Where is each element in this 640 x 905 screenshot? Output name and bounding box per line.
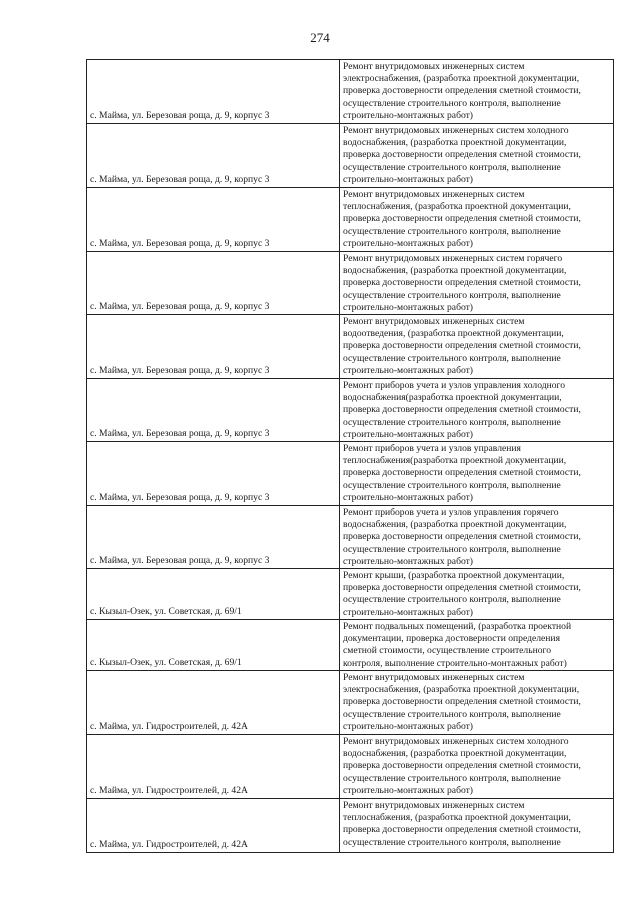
- address-cell: с. Майма, ул. Березовая роща, д. 9, корпус 3: [87, 252, 340, 315]
- address-cell: с. Майма, ул. Березовая роща, д. 9, корпус 3: [87, 315, 340, 379]
- work-description-line: осуществление строительного контроля, выполнение: [343, 772, 561, 784]
- work-description-line: водоснабжения, (разработка проектной документации,: [343, 137, 567, 149]
- table-row: [87, 569, 614, 620]
- address-cell: с. Майма, ул. Березовая роща, д. 9, корпус 3: [87, 60, 340, 124]
- work-description-cell: [340, 506, 614, 569]
- address-cell: с. Майма, ул. Березовая роща, д. 9, корпус 3: [87, 506, 340, 569]
- work-description-line: проверка достоверности определения сметной стоимости,: [343, 467, 581, 479]
- work-description-line: водоснабжения, (разработка проектной документации,: [343, 748, 567, 760]
- work-description-line: контроля, выполнение строительно-монтажных работ): [343, 657, 567, 669]
- work-description-cell: [340, 379, 614, 442]
- work-description-line: проверка достоверности определения сметной стоимости,: [343, 824, 581, 836]
- work-description-line: Ремонт внутридомовых инженерных систем: [343, 672, 525, 684]
- work-description-line: электроснабжения, (разработка проектной документации,: [343, 684, 580, 696]
- address-cell: с. Майма, ул. Березовая роща, д. 9, корпус 3: [87, 379, 340, 442]
- table-row: [87, 799, 614, 853]
- work-description-cell: [340, 442, 614, 506]
- address-cell: с. Майма, ул. Березовая роща, д. 9, корпус 3: [87, 188, 340, 252]
- work-description-line: Ремонт внутридомовых инженерных систем горячего: [343, 253, 563, 264]
- work-description-line: Ремонт внутридомовых инженерных систем: [343, 189, 525, 200]
- table-row: [87, 188, 614, 252]
- work-description-line: осуществление строительного контроля, выполнение: [343, 289, 561, 301]
- work-description-cell: [340, 188, 614, 252]
- work-description-cell: [340, 799, 614, 853]
- work-description-line: Ремонт приборов учета и узлов управления горячего: [343, 507, 559, 519]
- work-description-cell: [340, 671, 614, 735]
- work-description-cell: [340, 252, 614, 315]
- work-description-line: строительно-монтажных работ): [343, 173, 474, 185]
- work-description-line: Ремонт внутридомовых инженерных систем холодного: [343, 736, 569, 748]
- work-description-cell: [340, 315, 614, 379]
- work-description-line: Ремонт внутридомовых инженерных систем: [343, 316, 525, 328]
- work-description-line: водоотведения, (разработка проектной документации,: [343, 328, 564, 340]
- work-description-line: теплоснабжения(разработка проектной документации,: [343, 455, 567, 467]
- work-description-line: проверка достоверности определения сметной стоимости,: [343, 277, 581, 289]
- work-description-line: осуществление строительного контроля, выполнение: [343, 479, 561, 491]
- work-description-line: строительно-монтажных работ): [343, 784, 474, 796]
- work-description-line: Ремонт подвальных помещений, (разработка проектной: [343, 621, 572, 633]
- table-row: [87, 315, 614, 379]
- work-description-cell: [340, 124, 614, 188]
- work-description-line: осуществление строительного контроля, выполнение: [343, 836, 561, 848]
- address-cell: с. Майма, ул. Березовая роща, д. 9, корпус 3: [87, 124, 340, 188]
- work-description-line: водоснабжения, (разработка проектной документации,: [343, 519, 567, 531]
- work-description-line: Ремонт приборов учета и узлов управления: [343, 443, 521, 455]
- work-description-line: строительно-монтажных работ): [343, 237, 474, 249]
- work-description-line: строительно-монтажных работ): [343, 555, 474, 567]
- address-cell: с. Майма, ул. Гидростроителей, д. 42А: [87, 671, 340, 735]
- work-description-line: электроснабжения, (разработка проектной документации,: [343, 73, 580, 85]
- work-description-line: осуществление строительного контроля, выполнение: [343, 225, 561, 237]
- work-description-line: Ремонт внутридомовых инженерных систем: [343, 800, 525, 812]
- table-row: [87, 735, 614, 799]
- work-description-line: проверка достоверности определения сметной стоимости,: [343, 404, 581, 416]
- work-description-line: водоснабжения(разработка проектной документации,: [343, 392, 562, 404]
- work-description-line: строительно-монтажных работ): [343, 720, 474, 732]
- work-description-line: водоснабжения, (разработка проектной документации,: [343, 265, 567, 277]
- work-description-line: теплоснабжения, (разработка проектной документации,: [343, 201, 571, 213]
- work-description-line: проверка достоверности определения сметной стоимости,: [343, 213, 581, 225]
- works-table-body: [87, 60, 614, 853]
- work-description-line: проверка достоверности определения сметной стоимости,: [343, 149, 581, 161]
- table-row: [87, 620, 614, 671]
- work-description-cell: [340, 620, 614, 671]
- work-description-line: Ремонт крыши, (разработка проектной документации,: [343, 570, 565, 582]
- work-description-line: проверка достоверности определения сметной стоимости,: [343, 760, 581, 772]
- address-cell: с. Кызыл-Озек, ул. Советская, д. 69/1: [87, 569, 340, 620]
- table-row: [87, 506, 614, 569]
- work-description-line: проверка достоверности определения сметной стоимости,: [343, 696, 581, 708]
- work-description-line: проверка достоверности определения сметной стоимости,: [343, 531, 581, 543]
- work-description-line: проверка достоверности определения сметной стоимости,: [343, 582, 581, 594]
- work-description-line: проверка достоверности определения сметной стоимости,: [343, 85, 581, 97]
- work-description-line: строительно-монтажных работ): [343, 428, 474, 440]
- work-description-line: осуществление строительного контроля, выполнение: [343, 352, 561, 364]
- address-cell: с. Майма, ул. Гидростроителей, д. 42А: [87, 735, 340, 799]
- work-description-line: документации, проверка достоверности определения: [343, 633, 560, 645]
- works-table: [86, 59, 614, 853]
- work-description-line: осуществление строительного контроля, выполнение: [343, 161, 561, 173]
- work-description-line: строительно-монтажных работ): [343, 491, 474, 503]
- work-description-line: строительно-монтажных работ): [343, 606, 474, 618]
- work-description-line: Ремонт внутридомовых инженерных систем: [343, 61, 525, 72]
- work-description-line: осуществление строительного контроля, выполнение: [343, 543, 561, 555]
- work-description-line: проверка достоверности определения сметной стоимости,: [343, 340, 581, 352]
- table-row: [87, 60, 614, 124]
- page-number: 274: [310, 30, 330, 45]
- work-description-line: осуществление строительного контроля, выполнение: [343, 416, 561, 428]
- address-cell: с. Майма, ул. Гидростроителей, д. 42А: [87, 799, 340, 853]
- table-row: [87, 124, 614, 188]
- table-row: [87, 379, 614, 442]
- table-row: [87, 671, 614, 735]
- work-description-cell: [340, 569, 614, 620]
- work-description-line: осуществление строительного контроля, выполнение: [343, 708, 561, 720]
- table-row: [87, 252, 614, 315]
- work-description-line: строительно-монтажных работ): [343, 109, 474, 121]
- work-description-line: Ремонт приборов учета и узлов управления холодного: [343, 380, 566, 392]
- work-description-line: теплоснабжения, (разработка проектной документации,: [343, 812, 571, 824]
- table-row: [87, 442, 614, 506]
- work-description-cell: [340, 735, 614, 799]
- work-description-line: строительно-монтажных работ): [343, 364, 474, 376]
- work-description-line: осуществление строительного контроля, выполнение: [343, 594, 561, 606]
- work-description-line: строительно-монтажных работ): [343, 301, 474, 313]
- work-description-line: осуществление строительного контроля, выполнение: [343, 97, 561, 109]
- address-cell: с. Кызыл-Озек, ул. Советская, д. 69/1: [87, 620, 340, 671]
- work-description-line: сметной стоимости, осуществление строительного: [343, 645, 551, 657]
- work-description-cell: [340, 60, 614, 124]
- address-cell: с. Майма, ул. Березовая роща, д. 9, корпус 3: [87, 442, 340, 506]
- work-description-line: Ремонт внутридомовых инженерных систем холодного: [343, 125, 569, 136]
